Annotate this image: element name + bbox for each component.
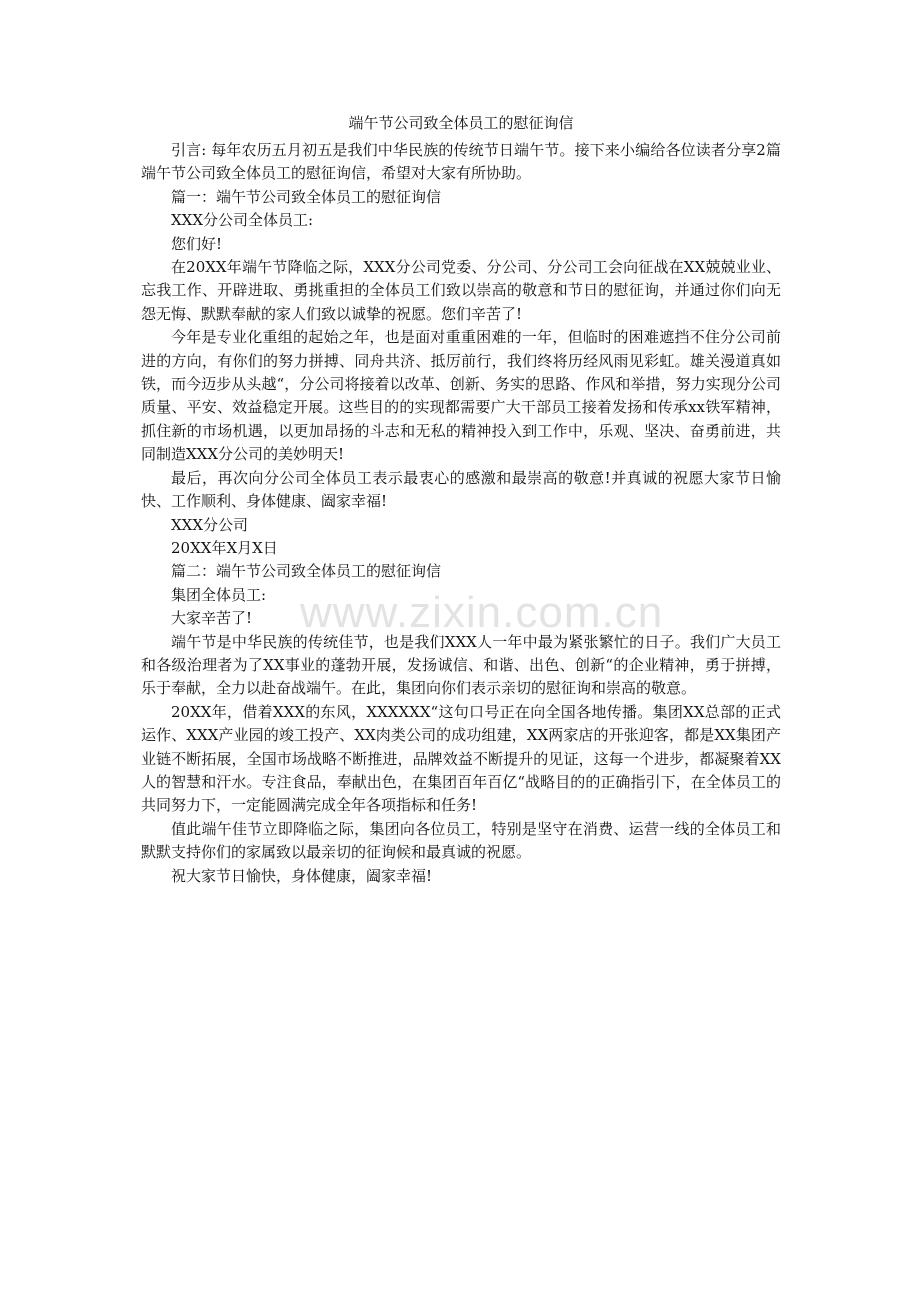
paragraph-part1-salutation: XXX分公司全体员工: xyxy=(171,211,314,230)
paragraph-part1-closing: 最后，再次向分公司全体员工表示最衷心的感激和最崇高的敬意!并真诚的祝愿大家节日愉快、工作顺利、身体健康、阖家幸福! xyxy=(141,468,781,511)
document-title: 端午节公司致全体员工的慰征询信 xyxy=(348,114,574,132)
paragraph-part2-body-2: 20XX年，借着XXX的东风，XXXXXX“这句口号正在向全国各地传播。集团XX总部的正式运作、XXX产业园的竣工投产、XX肉类公司的成功组建，XX两家店的开张迎客，都是XX集团产业链不断拓展，全国市场战略不断推进，品牌效益不断提升的见证，这每一个进步，都凝聚着XX人的智慧和汗水。专注食品，奉献出色，在集团百年百亿“战略目的的正确指引下，在全体员工的共同努力下，一定能圆满完成全年各项指标和任务! xyxy=(141,702,781,815)
paragraph-part2-body-1: 端午节是中华民族的传统佳节，也是我们XXX人一年中最为紧张繁忙的日子。我们广大员工和各级治理者为了XX事业的蓬勃开展，发扬诚信、和谐、出色、创新“的企业精神，勇于拼搏，乐于奉献，全力以赴奋战端午。在此，集团向你们表示亲切的慰征询和崇高的敬意。 xyxy=(141,632,781,698)
paragraph-part2-greeting: 大家辛苦了! xyxy=(171,609,253,628)
paragraph-part1-heading: 篇一：端午节公司致全体员工的慰征询信 xyxy=(171,187,442,206)
paragraph-part1-body-2: 今年是专业化重组的起始之年，也是面对重重困难的一年，但临时的困难遮挡不住分公司前进的方向，有你们的努力拼搏、同舟共济、抵厉前行，我们终将历经风雨见彩虹。雄关漫道真如铁，而今迈步从头越“，分公司将接着以改革、创新、务实的思路、作风和举措，努力实现分公司质量、平安、效益稳定开展。这些目的的实现都需要广大干部员工接着发扬和传承xx铁军精神，抓住新的市场机遇，以更加昂扬的斗志和无私的精神投入到工作中，乐观、坚决、奋勇前进，共同制造XXX分公司的美妙明天! xyxy=(141,328,781,464)
paragraph-intro: 引言: 每年农历五月初五是我们中华民族的传统节日端午节。接下来小编给各位读者分享2篇端午节公司致全体员工的慰征询信，希望对大家有所协助。 xyxy=(141,141,781,183)
paragraph-part2-body-3: 值此端午佳节立即降临之际，集团向各位员工，特别是坚守在消费、运营一线的全体员工和默默支持你们的家属致以最亲切的征询候和最真诚的祝愿。 xyxy=(141,819,781,862)
paragraph-part1-body-1: 在20XX年端午节降临之际，XXX分公司党委、分公司、分公司工会向征战在XX兢兢业业、忘我工作、开辟进取、勇挑重担的全体员工们致以崇高的敬意和节日的慰征询，并通过你们向无怨无悔、默默奉献的家人们致以诚挚的祝愿。您们辛苦了! xyxy=(141,258,781,323)
paragraph-part2-heading: 篇二：端午节公司致全体员工的慰征询信 xyxy=(171,562,442,581)
document-page xyxy=(141,110,781,888)
paragraph-part1-signature: XXX分公司 xyxy=(171,515,249,534)
paragraph-part2-salutation: 集团全体员工: xyxy=(171,585,267,604)
paragraph-part1-greeting: 您们好! xyxy=(171,234,223,253)
paragraph-part1-date: 20XX年X月X日 xyxy=(171,538,278,557)
watermark: www.zixin.com.cn xyxy=(300,588,664,637)
paragraph-part2-closing: 祝大家节日愉快，身体健康，阖家幸福! xyxy=(171,866,433,885)
